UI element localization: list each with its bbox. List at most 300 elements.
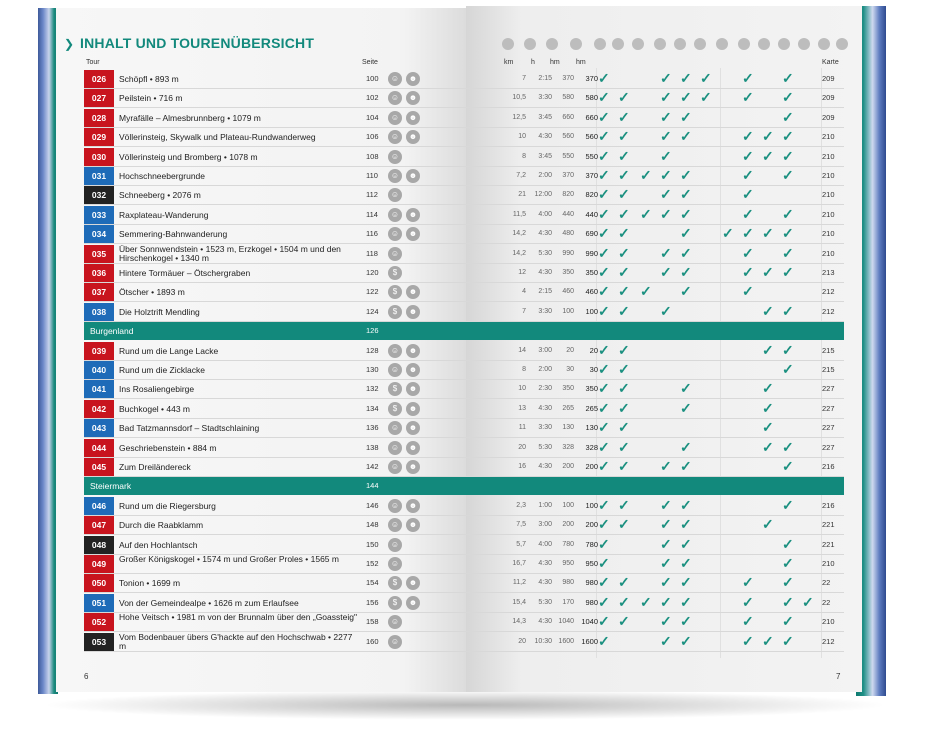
checkmark-icon: ✓ xyxy=(680,89,692,106)
tour-page-number: 100 xyxy=(366,74,379,83)
tour-number-badge: 046 xyxy=(84,497,114,515)
table-row xyxy=(84,206,844,225)
checkmark-icon: ✓ xyxy=(598,186,610,203)
checkmark-icon: ✓ xyxy=(680,613,692,630)
checkmark-icon: ✓ xyxy=(598,438,610,455)
checkmark-icon: ✓ xyxy=(782,361,794,377)
tour-hm1: 328 xyxy=(562,443,574,451)
tour-map-number: 22 xyxy=(822,578,831,588)
coin-icon: $ xyxy=(388,576,402,590)
checkmark-icon: ✓ xyxy=(680,186,692,203)
checkmark-icon: ✓ xyxy=(680,535,692,552)
child-face-icon: ☺ xyxy=(388,460,402,474)
region-header xyxy=(84,322,844,340)
checkmark-icon: ✓ xyxy=(680,108,692,125)
table-row xyxy=(84,109,844,128)
checkmark-icon: ✓ xyxy=(618,205,630,222)
bear-face-icon: ☻ xyxy=(406,518,420,532)
column-symbol-icon xyxy=(612,38,624,50)
region-name: Burgenland xyxy=(90,326,134,337)
tour-number-badge: 035 xyxy=(84,245,114,263)
tour-hm2: 690 xyxy=(585,229,598,239)
tour-km: 21 xyxy=(518,191,526,199)
checkmark-icon: ✓ xyxy=(618,244,630,261)
bear-face-icon: ☻ xyxy=(406,130,420,144)
checkmark-icon: ✓ xyxy=(618,593,630,610)
checkmark-icon: ✓ xyxy=(618,225,630,242)
checkmark-icon: ✓ xyxy=(618,574,630,591)
checkmark-icon: ✓ xyxy=(598,419,610,436)
child-face-icon: ☺ xyxy=(388,208,402,222)
tour-number-badge: 041 xyxy=(84,380,114,398)
checkmark-icon: ✓ xyxy=(782,613,794,630)
tour-hm2: 328 xyxy=(585,442,598,452)
tour-map-number: 215 xyxy=(822,365,835,374)
tour-km: 5,7 xyxy=(516,540,526,548)
tour-page-number: 150 xyxy=(366,539,379,549)
tour-number-badge: 031 xyxy=(84,167,114,185)
checkmark-icon: ✓ xyxy=(742,613,754,630)
tour-name: Peilstein • 716 m xyxy=(119,93,183,104)
tour-map-number: 212 xyxy=(822,287,835,297)
table-row xyxy=(84,613,844,632)
tour-map-number: 215 xyxy=(822,345,835,355)
tour-page-number: 122 xyxy=(366,287,379,297)
table-row xyxy=(84,419,844,438)
checkmark-icon: ✓ xyxy=(782,535,794,552)
checkmark-icon: ✓ xyxy=(782,205,794,222)
tour-map-number: 213 xyxy=(822,268,835,277)
checkmark-icon: ✓ xyxy=(598,574,610,591)
tour-hm2: 820 xyxy=(585,190,598,200)
tour-map-number: 212 xyxy=(822,306,835,316)
checkmark-icon: ✓ xyxy=(618,89,630,106)
tour-h: 1:00 xyxy=(538,501,552,509)
tour-map-number: 210 xyxy=(822,151,835,161)
checkmark-icon: ✓ xyxy=(700,89,712,106)
checkmark-icon: ✓ xyxy=(680,205,692,222)
checkmark-icon: ✓ xyxy=(660,458,672,474)
checkmark-icon: ✓ xyxy=(762,380,774,397)
coin-icon: $ xyxy=(388,596,402,610)
checkmark-icon: ✓ xyxy=(598,283,610,300)
child-face-icon: ☺ xyxy=(388,150,402,164)
checkmark-icon: ✓ xyxy=(640,205,652,222)
tour-km: 20 xyxy=(518,637,526,645)
tour-hm2: 950 xyxy=(585,559,598,568)
checkmark-icon: ✓ xyxy=(742,186,754,203)
page-number-right: 7 xyxy=(836,672,841,681)
tour-h: 3:00 xyxy=(538,521,552,529)
chevron-icon: ❯ xyxy=(64,37,75,51)
tour-name: Vom Bodenbauer übers G'hackte auf den Hochschwab • 2277 m xyxy=(119,631,353,651)
tour-name: Semmering-Bahnwanderung xyxy=(119,229,228,240)
checkmark-icon: ✓ xyxy=(660,167,672,183)
tour-name: Schöpfl • 893 m xyxy=(119,74,179,84)
checkmark-icon: ✓ xyxy=(680,516,692,533)
table-row xyxy=(84,167,844,186)
bear-face-icon: ☻ xyxy=(406,499,420,513)
tour-h: 3:00 xyxy=(538,346,552,354)
table-row xyxy=(84,264,844,283)
tour-km: 16 xyxy=(518,463,526,470)
tour-page-number: 160 xyxy=(366,636,379,646)
checkmark-icon: ✓ xyxy=(680,593,692,610)
checkmark-icon: ✓ xyxy=(680,167,692,183)
checkmark-icon: ✓ xyxy=(680,438,692,455)
checkmark-icon: ✓ xyxy=(598,225,610,242)
tour-hm1: 950 xyxy=(562,560,574,567)
tour-hm2: 990 xyxy=(585,248,598,258)
tour-h: 5:30 xyxy=(538,598,552,606)
checkmark-icon: ✓ xyxy=(660,535,672,552)
checkmark-icon: ✓ xyxy=(618,147,630,164)
tour-map-number: 216 xyxy=(822,500,835,510)
header-seite: Seite xyxy=(362,59,378,66)
tour-page-number: 128 xyxy=(366,345,379,355)
tour-km: 14 xyxy=(518,346,526,354)
checkmark-icon: ✓ xyxy=(598,244,610,261)
tour-hm1: 780 xyxy=(562,540,574,548)
tour-hm1: 820 xyxy=(562,191,574,199)
checkmark-icon: ✓ xyxy=(640,167,652,183)
checkmark-icon: ✓ xyxy=(598,108,610,125)
checkmark-icon: ✓ xyxy=(742,89,754,106)
tour-name: Rund um die Zicklacke xyxy=(119,365,205,375)
tour-page-number: 108 xyxy=(366,151,379,161)
checkmark-icon: ✓ xyxy=(762,438,774,455)
checkmark-icon: ✓ xyxy=(782,574,794,591)
tour-page-number: 156 xyxy=(366,597,379,607)
tour-hm1: 1600 xyxy=(558,637,574,645)
column-symbol-icon xyxy=(836,38,848,50)
tour-page-number: 152 xyxy=(366,559,379,568)
checkmark-icon: ✓ xyxy=(742,574,754,591)
checkmark-icon: ✓ xyxy=(618,438,630,455)
tour-number-badge: 038 xyxy=(84,303,114,321)
checkmark-icon: ✓ xyxy=(598,613,610,630)
tour-h: 4:30 xyxy=(538,560,552,567)
tour-km: 10 xyxy=(518,385,526,393)
tour-map-number: 221 xyxy=(822,539,835,549)
table-row xyxy=(84,361,844,380)
bear-face-icon: ☻ xyxy=(406,460,420,474)
column-symbol-icon xyxy=(798,38,810,50)
tour-name: Völlerinsteig und Bromberg • 1078 m xyxy=(119,151,258,162)
tour-hm2: 100 xyxy=(585,306,598,316)
tour-map-number: 227 xyxy=(822,442,835,452)
checkmark-icon: ✓ xyxy=(742,244,754,261)
column-symbol-icon xyxy=(594,38,606,50)
tour-km: 16,7 xyxy=(512,560,526,567)
tour-hm1: 30 xyxy=(566,366,574,373)
checkmark-icon: ✓ xyxy=(742,225,754,242)
tour-name: Hohe Veitsch • 1981 m von der Brunnalm über den „Goassteig" xyxy=(119,612,357,623)
child-face-icon: ☺ xyxy=(388,111,402,125)
tour-number-badge: 032 xyxy=(84,186,114,204)
tour-name: Geschriebenstein • 884 m xyxy=(119,442,217,453)
tour-hm1: 580 xyxy=(562,94,574,102)
tour-number-badge: 029 xyxy=(84,128,114,146)
header-tour: Tour xyxy=(86,59,100,66)
table-row xyxy=(84,89,844,108)
checkmark-icon: ✓ xyxy=(700,70,712,86)
tour-name: Über Sonnwendstein • 1523 m, Erzkogel • 1504 m und den Hirschenkogel • 1340 m xyxy=(119,243,341,263)
checkmark-icon: ✓ xyxy=(598,632,610,649)
tour-name: Die Holztrift Mendling xyxy=(119,306,200,317)
checkmark-icon: ✓ xyxy=(660,574,672,591)
checkmark-icon: ✓ xyxy=(598,89,610,106)
checkmark-icon: ✓ xyxy=(782,264,794,280)
checkmark-icon: ✓ xyxy=(660,186,672,203)
tour-name: Schneeberg • 2076 m xyxy=(119,190,201,201)
bear-face-icon: ☻ xyxy=(406,111,420,125)
checkmark-icon: ✓ xyxy=(660,264,672,280)
bear-face-icon: ☻ xyxy=(406,91,420,105)
bear-face-icon: ☻ xyxy=(406,285,420,299)
header-hm-down: hm xyxy=(576,59,586,66)
checkmark-icon: ✓ xyxy=(782,496,794,513)
checkmark-icon: ✓ xyxy=(598,205,610,222)
checkmark-icon: ✓ xyxy=(660,205,672,222)
tour-name: Raxplateau-Wanderung xyxy=(119,209,209,220)
checkmark-icon: ✓ xyxy=(680,632,692,649)
child-face-icon: ☺ xyxy=(388,169,402,183)
tour-page-number: 134 xyxy=(366,403,379,413)
region-page: 144 xyxy=(366,481,379,491)
tour-number-badge: 028 xyxy=(84,109,114,127)
checkmark-icon: ✓ xyxy=(680,244,692,261)
tour-page-number: 120 xyxy=(366,268,379,277)
tour-km: 14,3 xyxy=(512,618,526,626)
checkmark-icon: ✓ xyxy=(660,555,672,571)
checkmark-icon: ✓ xyxy=(680,555,692,571)
checkmark-icon: ✓ xyxy=(742,205,754,222)
tour-page-number: 146 xyxy=(366,500,379,510)
tour-map-number: 210 xyxy=(822,209,835,219)
tour-hm1: 350 xyxy=(562,269,574,276)
tour-h: 3:45 xyxy=(538,152,552,160)
page-number-left: 6 xyxy=(84,672,89,681)
tour-page-number: 118 xyxy=(366,248,378,258)
tour-km: 7 xyxy=(522,75,526,82)
tour-km: 7,5 xyxy=(516,521,526,529)
tour-number-badge: 053 xyxy=(84,633,114,651)
checkmark-icon: ✓ xyxy=(618,458,630,474)
checkmark-icon: ✓ xyxy=(762,225,774,242)
tour-number-badge: 040 xyxy=(84,361,114,379)
tour-hm1: 130 xyxy=(562,424,574,432)
tour-name: Zum Dreiländereck xyxy=(119,462,191,472)
checkmark-icon: ✓ xyxy=(762,632,774,649)
checkmark-icon: ✓ xyxy=(660,516,672,533)
tour-km: 14,2 xyxy=(512,230,526,238)
tour-hm2: 30 xyxy=(589,365,598,374)
checkmark-icon: ✓ xyxy=(680,458,692,474)
checkmark-icon: ✓ xyxy=(762,341,774,358)
checkmark-icon: ✓ xyxy=(618,108,630,125)
tour-number-badge: 033 xyxy=(84,206,114,224)
tour-h: 10:30 xyxy=(534,637,552,645)
tour-hm2: 350 xyxy=(585,268,598,277)
table-row xyxy=(84,70,844,89)
checkmark-icon: ✓ xyxy=(680,70,692,86)
region-page: 126 xyxy=(366,326,379,336)
checkmark-icon: ✓ xyxy=(660,147,672,164)
tour-page-number: 104 xyxy=(366,112,379,122)
table-row xyxy=(84,555,844,574)
checkmark-icon: ✓ xyxy=(618,419,630,436)
checkmark-icon: ✓ xyxy=(782,167,794,183)
tour-map-number: 209 xyxy=(822,112,835,122)
table-row xyxy=(84,186,844,205)
checkmark-icon: ✓ xyxy=(618,302,630,319)
tour-map-number: 209 xyxy=(822,93,835,103)
bear-face-icon: ☻ xyxy=(406,208,420,222)
checkmark-icon: ✓ xyxy=(782,555,794,571)
tour-page-number: 124 xyxy=(366,306,379,316)
header-karte: Karte xyxy=(822,59,839,66)
tour-hm1: 265 xyxy=(562,404,574,412)
tour-hm1: 370 xyxy=(562,172,574,179)
checkmark-icon: ✓ xyxy=(782,593,794,610)
tour-hm1: 550 xyxy=(562,152,574,160)
tour-h: 3:30 xyxy=(538,307,552,315)
column-symbol-icon xyxy=(570,38,582,50)
tour-name: Buchkogel • 443 m xyxy=(119,403,191,414)
child-face-icon: ☺ xyxy=(388,227,402,241)
tour-map-number: 212 xyxy=(822,636,835,646)
column-symbol-icon xyxy=(524,38,536,50)
tour-h: 5:30 xyxy=(538,249,552,257)
checkmark-icon: ✓ xyxy=(598,302,610,319)
child-face-icon: ☺ xyxy=(388,538,402,552)
tour-h: 12:00 xyxy=(534,191,552,199)
checkmark-icon: ✓ xyxy=(762,264,774,280)
tour-hm1: 480 xyxy=(562,230,574,238)
child-face-icon: ☺ xyxy=(388,247,402,261)
tour-number-badge: 039 xyxy=(84,342,114,360)
tour-name: Bad Tatzmannsdorf – Stadtschlaining xyxy=(119,423,260,434)
tour-name: Durch die Raabklamm xyxy=(119,520,204,531)
table-row xyxy=(84,516,844,535)
checkmark-icon: ✓ xyxy=(618,167,630,183)
tour-h: 2:00 xyxy=(538,366,552,373)
bear-face-icon: ☻ xyxy=(406,402,420,416)
tour-number-badge: 042 xyxy=(84,400,114,418)
tour-number-badge: 050 xyxy=(84,574,114,592)
tour-map-number: 210 xyxy=(822,190,835,200)
checkmark-icon: ✓ xyxy=(742,632,754,649)
checkmark-icon: ✓ xyxy=(598,341,610,358)
tour-km: 14,2 xyxy=(512,249,526,257)
checkmark-icon: ✓ xyxy=(660,108,672,125)
column-symbol-icon xyxy=(778,38,790,50)
tour-h: 4:30 xyxy=(538,618,552,626)
bear-face-icon: ☻ xyxy=(406,305,420,319)
tour-name: Ins Rosaliengebirge xyxy=(119,384,195,395)
tour-km: 10 xyxy=(518,133,526,141)
tour-hm2: 200 xyxy=(585,462,598,471)
tour-number-badge: 036 xyxy=(84,264,114,282)
tour-page-number: 110 xyxy=(366,171,378,180)
table-row xyxy=(84,303,844,322)
child-face-icon: ☺ xyxy=(388,518,402,532)
tour-page-number: 102 xyxy=(366,93,379,103)
tour-page-number: 142 xyxy=(366,462,379,471)
tour-hm1: 100 xyxy=(562,307,574,315)
tour-hm2: 20 xyxy=(589,345,598,355)
checkmark-icon: ✓ xyxy=(782,302,794,319)
bear-face-icon: ☻ xyxy=(406,72,420,86)
bear-face-icon: ☻ xyxy=(406,344,420,358)
tour-hm2: 1600 xyxy=(581,636,598,646)
checkmark-icon: ✓ xyxy=(598,128,610,145)
checkmark-icon: ✓ xyxy=(782,147,794,164)
checkmark-icon: ✓ xyxy=(640,283,652,300)
child-face-icon: ☺ xyxy=(388,441,402,455)
tour-number-badge: 047 xyxy=(84,516,114,534)
checkmark-icon: ✓ xyxy=(680,399,692,416)
column-symbol-icon xyxy=(654,38,666,50)
tour-km: 2,3 xyxy=(516,501,526,509)
child-face-icon: ☺ xyxy=(388,499,402,513)
child-face-icon: ☺ xyxy=(388,91,402,105)
table-row xyxy=(84,594,844,613)
bear-face-icon: ☻ xyxy=(406,169,420,183)
tour-hm1: 370 xyxy=(562,75,574,82)
checkmark-icon: ✓ xyxy=(742,147,754,164)
checkmark-icon: ✓ xyxy=(618,283,630,300)
checkmark-icon: ✓ xyxy=(782,225,794,242)
tour-map-number: 227 xyxy=(822,423,835,433)
tour-map-number: 210 xyxy=(822,248,835,258)
tour-hm1: 200 xyxy=(562,521,574,529)
tour-map-number: 210 xyxy=(822,132,835,142)
tour-map-number: 216 xyxy=(822,462,835,471)
child-face-icon: ☺ xyxy=(388,72,402,86)
checkmark-icon: ✓ xyxy=(598,593,610,610)
checkmark-icon: ✓ xyxy=(742,264,754,280)
coin-icon: $ xyxy=(388,402,402,416)
child-face-icon: ☺ xyxy=(388,557,402,571)
checkmark-icon: ✓ xyxy=(742,283,754,300)
tour-map-number: 210 xyxy=(822,617,835,627)
tour-map-number: 227 xyxy=(822,384,835,394)
table-row xyxy=(84,225,844,244)
checkmark-icon: ✓ xyxy=(598,399,610,416)
tour-number-badge: 052 xyxy=(84,613,114,631)
page-title: INHALT UND TOURENÜBERSICHT xyxy=(80,35,315,51)
tour-name: Auf den Hochlantsch xyxy=(119,539,198,550)
checkmark-icon: ✓ xyxy=(640,593,652,610)
table-row xyxy=(84,148,844,167)
table-row xyxy=(84,342,844,361)
tour-hm1: 100 xyxy=(562,501,574,509)
tour-h: 4:30 xyxy=(538,230,552,238)
checkmark-icon: ✓ xyxy=(660,593,672,610)
table-row xyxy=(84,497,844,516)
column-symbol-icon xyxy=(632,38,644,50)
table-row xyxy=(84,536,844,555)
tour-h: 2:00 xyxy=(538,172,552,179)
tour-hm1: 200 xyxy=(562,463,574,470)
tour-km: 11 xyxy=(518,424,526,432)
checkmark-icon: ✓ xyxy=(742,70,754,86)
table-row xyxy=(84,458,844,477)
header-hours: h xyxy=(531,59,535,66)
checkmark-icon: ✓ xyxy=(660,70,672,86)
